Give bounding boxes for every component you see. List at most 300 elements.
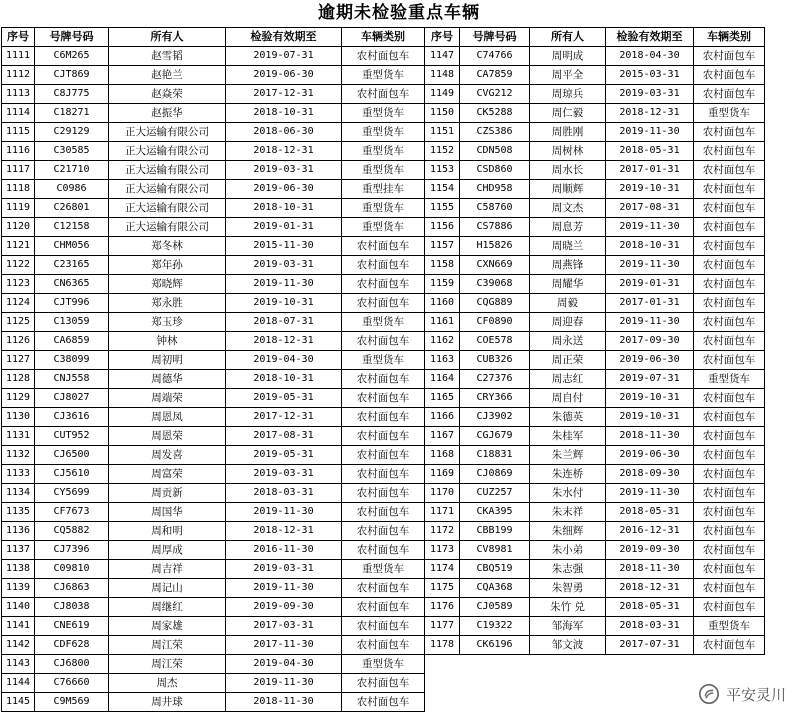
expiry-cell: 2019-03-31 [226, 465, 342, 484]
table-row [2, 180, 425, 199]
seq-cell: 1150 [425, 104, 460, 123]
category-cell: 农村面包车 [342, 47, 425, 66]
table-row [2, 294, 425, 313]
owner-cell: 朱小弟 [530, 541, 606, 560]
owner-cell: 正大运输有限公司 [109, 199, 226, 218]
table-row [2, 351, 425, 370]
table-row [425, 85, 765, 104]
owner-cell: 周息芳 [530, 218, 606, 237]
plate-cell: CY5699 [35, 484, 109, 503]
owner-cell: 朱末祥 [530, 503, 606, 522]
plate-cell: CK5288 [460, 104, 530, 123]
owner-cell: 周水长 [530, 161, 606, 180]
expiry-cell: 2018-10-31 [226, 370, 342, 389]
table-row [425, 313, 765, 332]
seq-cell: 1134 [2, 484, 35, 503]
plate-cell: CS7886 [460, 218, 530, 237]
category-cell: 农村面包车 [694, 218, 765, 237]
seq-cell: 1121 [2, 237, 35, 256]
plate-cell: C27376 [460, 370, 530, 389]
expiry-cell: 2019-03-31 [226, 161, 342, 180]
table-row [2, 674, 425, 693]
seq-cell: 1169 [425, 465, 460, 484]
column-header: 序号 [2, 28, 35, 47]
column-header: 检验有效期至 [226, 28, 342, 47]
owner-cell: 周文杰 [530, 199, 606, 218]
owner-cell: 周恩凤 [109, 408, 226, 427]
owner-cell: 郑年孙 [109, 256, 226, 275]
table-row [425, 256, 765, 275]
column-header: 车辆类别 [694, 28, 765, 47]
category-cell: 农村面包车 [342, 465, 425, 484]
category-cell: 农村面包车 [694, 161, 765, 180]
owner-cell: 周树林 [530, 142, 606, 161]
table-row [2, 66, 425, 85]
seq-cell: 1127 [2, 351, 35, 370]
owner-cell: 邹文波 [530, 636, 606, 655]
expiry-cell: 2018-12-31 [226, 332, 342, 351]
seq-cell: 1135 [2, 503, 35, 522]
expiry-cell: 2019-06-30 [226, 180, 342, 199]
plate-cell: CN6365 [35, 275, 109, 294]
table-row [2, 104, 425, 123]
seq-cell: 1125 [2, 313, 35, 332]
owner-cell: 周江荣 [109, 636, 226, 655]
column-header: 序号 [425, 28, 460, 47]
seq-cell: 1119 [2, 199, 35, 218]
seq-cell: 1132 [2, 446, 35, 465]
seq-cell: 1131 [2, 427, 35, 446]
expiry-cell: 2019-06-30 [606, 351, 694, 370]
expiry-cell: 2019-06-30 [606, 446, 694, 465]
plate-cell: C76660 [35, 674, 109, 693]
owner-cell: 朱智勇 [530, 579, 606, 598]
expiry-cell: 2019-10-31 [226, 294, 342, 313]
category-cell: 农村面包车 [694, 237, 765, 256]
table-row [2, 218, 425, 237]
expiry-cell: 2019-11-30 [226, 503, 342, 522]
expiry-cell: 2019-03-31 [606, 85, 694, 104]
seq-cell: 1112 [2, 66, 35, 85]
table-row [2, 579, 425, 598]
plate-cell: CJ0869 [460, 465, 530, 484]
seq-cell: 1173 [425, 541, 460, 560]
table-row [425, 123, 765, 142]
plate-cell: C74766 [460, 47, 530, 66]
plate-cell: H15826 [460, 237, 530, 256]
owner-cell: 朱德英 [530, 408, 606, 427]
category-cell: 农村面包车 [342, 636, 425, 655]
category-cell: 农村面包车 [694, 522, 765, 541]
owner-cell: 周毅 [530, 294, 606, 313]
seq-cell: 1123 [2, 275, 35, 294]
seq-cell: 1126 [2, 332, 35, 351]
seq-cell: 1130 [2, 408, 35, 427]
category-cell: 重型货车 [342, 142, 425, 161]
category-cell: 农村面包车 [342, 541, 425, 560]
plate-cell: CJ6500 [35, 446, 109, 465]
owner-cell: 周自付 [530, 389, 606, 408]
expiry-cell: 2019-05-31 [226, 446, 342, 465]
plate-cell: C21710 [35, 161, 109, 180]
category-cell: 农村面包车 [694, 408, 765, 427]
plate-cell: CDF628 [35, 636, 109, 655]
owner-cell: 朱水付 [530, 484, 606, 503]
seq-cell: 1145 [2, 693, 35, 712]
owner-cell: 郑永胜 [109, 294, 226, 313]
seq-cell: 1140 [2, 598, 35, 617]
table-row [425, 503, 765, 522]
seq-cell: 1176 [425, 598, 460, 617]
category-cell: 农村面包车 [342, 275, 425, 294]
owner-cell: 周井球 [109, 693, 226, 712]
plate-cell: CZS386 [460, 123, 530, 142]
owner-cell: 周胜刚 [530, 123, 606, 142]
seq-cell: 1148 [425, 66, 460, 85]
table-row [2, 123, 425, 142]
table-row [425, 579, 765, 598]
expiry-cell: 2019-10-31 [606, 408, 694, 427]
plate-cell: CHD958 [460, 180, 530, 199]
table-row [425, 636, 765, 655]
owner-cell: 正大运输有限公司 [109, 161, 226, 180]
category-cell: 农村面包车 [694, 47, 765, 66]
table-row [2, 332, 425, 351]
category-cell: 农村面包车 [694, 142, 765, 161]
plate-cell: C6M265 [35, 47, 109, 66]
seq-cell: 1175 [425, 579, 460, 598]
category-cell: 农村面包车 [694, 275, 765, 294]
owner-cell: 周国华 [109, 503, 226, 522]
owner-cell: 周杰 [109, 674, 226, 693]
owner-cell: 周富荣 [109, 465, 226, 484]
expiry-cell: 2019-10-31 [606, 389, 694, 408]
seq-cell: 1178 [425, 636, 460, 655]
plate-cell: CQA368 [460, 579, 530, 598]
expiry-cell: 2017-01-31 [606, 294, 694, 313]
owner-cell: 周发喜 [109, 446, 226, 465]
owner-cell: 周厚成 [109, 541, 226, 560]
owner-cell: 正大运输有限公司 [109, 123, 226, 142]
plate-cell: CUZ257 [460, 484, 530, 503]
table-row [2, 560, 425, 579]
expiry-cell: 2019-01-31 [226, 218, 342, 237]
plate-cell: CJ6863 [35, 579, 109, 598]
category-cell: 农村面包车 [342, 256, 425, 275]
category-cell: 农村面包车 [694, 484, 765, 503]
category-cell: 农村面包车 [342, 693, 425, 712]
category-cell: 农村面包车 [694, 123, 765, 142]
owner-cell: 周仁毅 [530, 104, 606, 123]
table-row [425, 598, 765, 617]
category-cell: 重型货车 [342, 66, 425, 85]
plate-cell: CKA395 [460, 503, 530, 522]
table-row [425, 484, 765, 503]
table-row [2, 446, 425, 465]
category-cell: 重型货车 [342, 104, 425, 123]
column-header: 所有人 [109, 28, 226, 47]
table-row [425, 465, 765, 484]
category-cell: 农村面包车 [694, 180, 765, 199]
plate-cell: CUT952 [35, 427, 109, 446]
expiry-cell: 2019-04-30 [226, 655, 342, 674]
header-row [425, 28, 765, 47]
plate-cell: CBQ519 [460, 560, 530, 579]
expiry-cell: 2019-11-30 [226, 275, 342, 294]
seq-cell: 1149 [425, 85, 460, 104]
plate-cell: CQ5882 [35, 522, 109, 541]
seq-cell: 1163 [425, 351, 460, 370]
plate-cell: C0986 [35, 180, 109, 199]
owner-cell: 周江荣 [109, 655, 226, 674]
expiry-cell: 2016-11-30 [226, 541, 342, 560]
seq-cell: 1124 [2, 294, 35, 313]
category-cell: 重型货车 [694, 617, 765, 636]
plate-cell: CA7859 [460, 66, 530, 85]
plate-cell: C18831 [460, 446, 530, 465]
owner-cell: 郑冬林 [109, 237, 226, 256]
expiry-cell: 2019-07-31 [226, 47, 342, 66]
expiry-cell: 2019-06-30 [226, 66, 342, 85]
expiry-cell: 2017-08-31 [606, 199, 694, 218]
seq-cell: 1113 [2, 85, 35, 104]
table-row [425, 142, 765, 161]
category-cell: 重型挂车 [342, 180, 425, 199]
category-cell: 重型货车 [342, 560, 425, 579]
expiry-cell: 2018-11-30 [606, 427, 694, 446]
plate-cell: C12158 [35, 218, 109, 237]
expiry-cell: 2019-04-30 [226, 351, 342, 370]
category-cell: 重型货车 [342, 313, 425, 332]
owner-cell: 郑晓辉 [109, 275, 226, 294]
category-cell: 农村面包车 [694, 503, 765, 522]
plate-cell: CJ0589 [460, 598, 530, 617]
category-cell: 农村面包车 [342, 674, 425, 693]
plate-cell: C13059 [35, 313, 109, 332]
table-row [2, 465, 425, 484]
column-header: 所有人 [530, 28, 606, 47]
table-row [425, 389, 765, 408]
plate-cell: CUB326 [460, 351, 530, 370]
owner-cell: 朱志强 [530, 560, 606, 579]
owner-cell: 周晓兰 [530, 237, 606, 256]
seq-cell: 1142 [2, 636, 35, 655]
plate-cell: CNJ558 [35, 370, 109, 389]
owner-cell: 周永送 [530, 332, 606, 351]
expiry-cell: 2017-07-31 [606, 636, 694, 655]
wechat-official-account-icon [698, 683, 720, 705]
expiry-cell: 2018-05-31 [606, 598, 694, 617]
plate-cell: C18271 [35, 104, 109, 123]
expiry-cell: 2018-12-31 [606, 579, 694, 598]
plate-cell: CV8981 [460, 541, 530, 560]
plate-cell: CJ8038 [35, 598, 109, 617]
expiry-cell: 2018-11-30 [606, 560, 694, 579]
category-cell: 农村面包车 [342, 427, 425, 446]
plate-cell: C9M569 [35, 693, 109, 712]
expiry-cell: 2017-11-30 [226, 636, 342, 655]
seq-cell: 1144 [2, 674, 35, 693]
table-row [2, 142, 425, 161]
table-row [425, 408, 765, 427]
owner-cell: 朱连桥 [530, 465, 606, 484]
expiry-cell: 2018-10-31 [606, 237, 694, 256]
expiry-cell: 2019-11-30 [606, 484, 694, 503]
plate-cell: CJ3616 [35, 408, 109, 427]
expiry-cell: 2018-12-31 [606, 104, 694, 123]
category-cell: 农村面包车 [694, 560, 765, 579]
plate-cell: CJ5610 [35, 465, 109, 484]
plate-cell: CJ8027 [35, 389, 109, 408]
seq-cell: 1116 [2, 142, 35, 161]
owner-cell: 周恩荣 [109, 427, 226, 446]
expiry-cell: 2017-08-31 [226, 427, 342, 446]
plate-cell: CJ7396 [35, 541, 109, 560]
plate-cell: CA6859 [35, 332, 109, 351]
expiry-cell: 2018-11-30 [226, 693, 342, 712]
category-cell: 农村面包车 [694, 465, 765, 484]
expiry-cell: 2019-11-30 [606, 313, 694, 332]
table-row [2, 427, 425, 446]
expiry-cell: 2018-07-31 [226, 313, 342, 332]
plate-cell: CGJ679 [460, 427, 530, 446]
owner-cell: 朱桂军 [530, 427, 606, 446]
table-row [425, 218, 765, 237]
expiry-cell: 2019-09-30 [226, 598, 342, 617]
category-cell: 农村面包车 [694, 446, 765, 465]
category-cell: 农村面包车 [694, 351, 765, 370]
owner-cell: 周记山 [109, 579, 226, 598]
seq-cell: 1165 [425, 389, 460, 408]
category-cell: 重型货车 [342, 655, 425, 674]
owner-cell: 周迎春 [530, 313, 606, 332]
table-row [2, 484, 425, 503]
table-row [2, 503, 425, 522]
seq-cell: 1157 [425, 237, 460, 256]
seq-cell: 1155 [425, 199, 460, 218]
table-row [2, 655, 425, 674]
category-cell: 农村面包车 [694, 332, 765, 351]
seq-cell: 1170 [425, 484, 460, 503]
right-vehicle-table [424, 27, 765, 655]
seq-cell: 1122 [2, 256, 35, 275]
owner-cell: 赵雪韬 [109, 47, 226, 66]
owner-cell: 正大运输有限公司 [109, 142, 226, 161]
owner-cell: 周明成 [530, 47, 606, 66]
category-cell: 农村面包车 [694, 294, 765, 313]
owner-cell: 赵艳兰 [109, 66, 226, 85]
category-cell: 重型货车 [342, 218, 425, 237]
owner-cell: 周和明 [109, 522, 226, 541]
category-cell: 农村面包车 [694, 579, 765, 598]
table-row [2, 408, 425, 427]
table-row [425, 541, 765, 560]
table-row [2, 617, 425, 636]
left-vehicle-table [1, 27, 425, 712]
seq-cell: 1177 [425, 617, 460, 636]
expiry-cell: 2015-03-31 [606, 66, 694, 85]
seq-cell: 1160 [425, 294, 460, 313]
plate-cell: CF0890 [460, 313, 530, 332]
plate-cell: C19322 [460, 617, 530, 636]
seq-cell: 1154 [425, 180, 460, 199]
plate-cell: CK6196 [460, 636, 530, 655]
category-cell: 农村面包车 [342, 579, 425, 598]
seq-cell: 1164 [425, 370, 460, 389]
owner-cell: 周端荣 [109, 389, 226, 408]
seq-cell: 1152 [425, 142, 460, 161]
plate-cell: C39068 [460, 275, 530, 294]
category-cell: 农村面包车 [694, 427, 765, 446]
plate-cell: CJT869 [35, 66, 109, 85]
seq-cell: 1111 [2, 47, 35, 66]
owner-cell: 正大运输有限公司 [109, 218, 226, 237]
seq-cell: 1143 [2, 655, 35, 674]
table-row [2, 199, 425, 218]
page-title: 逾期未检验重点车辆 [318, 3, 480, 23]
category-cell: 农村面包车 [694, 313, 765, 332]
expiry-cell: 2019-11-30 [226, 579, 342, 598]
category-cell: 农村面包车 [694, 389, 765, 408]
seq-cell: 1172 [425, 522, 460, 541]
seq-cell: 1159 [425, 275, 460, 294]
owner-cell: 周继红 [109, 598, 226, 617]
expiry-cell: 2019-03-31 [226, 256, 342, 275]
table-row [425, 66, 765, 85]
expiry-cell: 2019-11-30 [226, 674, 342, 693]
plate-cell: CDN508 [460, 142, 530, 161]
expiry-cell: 2017-09-30 [606, 332, 694, 351]
owner-cell: 周正荣 [530, 351, 606, 370]
expiry-cell: 2018-05-31 [606, 142, 694, 161]
plate-cell: COE578 [460, 332, 530, 351]
plate-cell: CBB199 [460, 522, 530, 541]
owner-cell: 周琼兵 [530, 85, 606, 104]
table-row [425, 617, 765, 636]
table-row [2, 313, 425, 332]
plate-cell: CNE619 [35, 617, 109, 636]
owner-cell: 正大运输有限公司 [109, 180, 226, 199]
table-row [2, 275, 425, 294]
plate-cell: C29129 [35, 123, 109, 142]
plate-cell: C23165 [35, 256, 109, 275]
table-row [425, 351, 765, 370]
table-row [425, 370, 765, 389]
plate-cell: C38099 [35, 351, 109, 370]
table-row [2, 85, 425, 104]
column-header: 车辆类别 [342, 28, 425, 47]
table-row [425, 275, 765, 294]
seq-cell: 1156 [425, 218, 460, 237]
category-cell: 农村面包车 [342, 617, 425, 636]
table-row [425, 237, 765, 256]
expiry-cell: 2017-03-31 [226, 617, 342, 636]
table-row [2, 256, 425, 275]
seq-cell: 1168 [425, 446, 460, 465]
seq-cell: 1137 [2, 541, 35, 560]
expiry-cell: 2018-03-31 [226, 484, 342, 503]
plate-cell: CRY366 [460, 389, 530, 408]
expiry-cell: 2017-12-31 [226, 408, 342, 427]
plate-cell: CJ6800 [35, 655, 109, 674]
column-header: 号牌号码 [460, 28, 530, 47]
expiry-cell: 2018-10-31 [226, 104, 342, 123]
category-cell: 农村面包车 [694, 66, 765, 85]
category-cell: 重型货车 [342, 351, 425, 370]
expiry-cell: 2019-10-31 [606, 180, 694, 199]
plate-cell: CXN669 [460, 256, 530, 275]
seq-cell: 1167 [425, 427, 460, 446]
